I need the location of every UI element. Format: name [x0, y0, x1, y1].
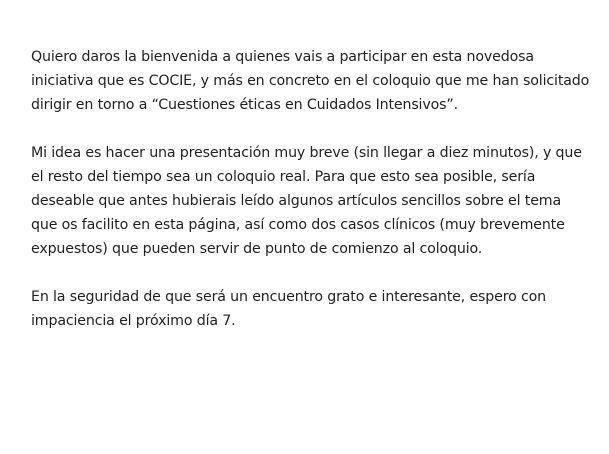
paragraph-closing: En la seguridad de que será un encuentro grato e interesante, espero con impaciencia el próximo día 7. — [31, 289, 546, 329]
paragraph-welcome: Quiero daros la bienvenida a quienes vais a participar en esta novedosa iniciativa que es COCIE, y más en concreto en el coloquio que me han solicitado dirigir en torno a “Cuestiones éticas en Cuidados Intensivos”. — [31, 49, 590, 113]
message-body — [31, 45, 591, 357]
paragraph-presentation-plan: Mi idea es hacer una presentación muy breve (sin llegar a diez minutos), y que el resto del tiempo sea un coloquio real. Para que esto sea posible, sería deseable que antes hubierais leído algunos artículos sencillos sobre el tema que os facilito en esta página, así como dos casos clínicos (muy brevemente expuestos) que pueden servir de punto de comienzo al coloquio. — [31, 145, 582, 257]
